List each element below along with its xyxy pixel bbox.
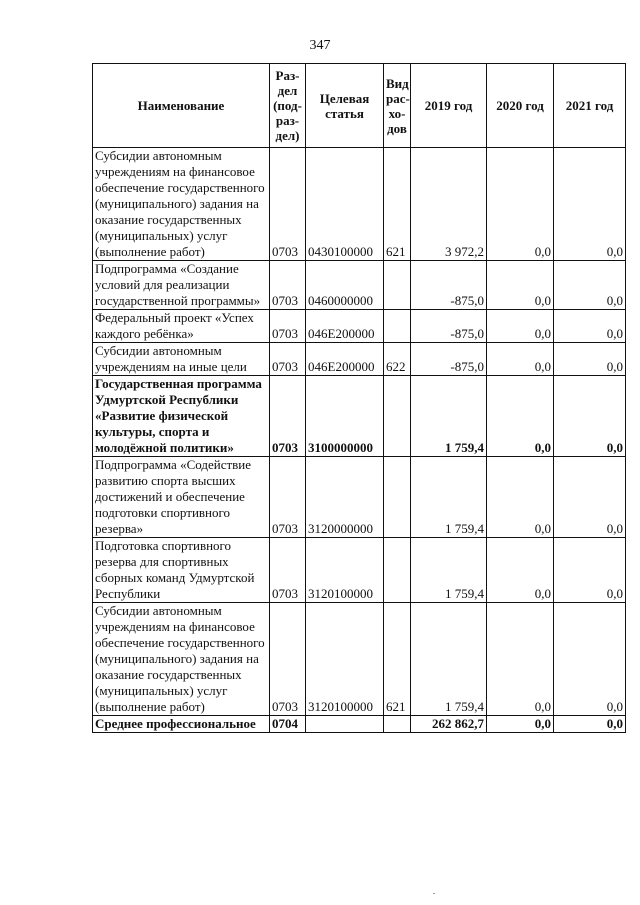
header-section: Раз-дел (под-раз-дел) [270, 64, 306, 148]
cell-kind [384, 457, 411, 538]
cell-2019: 262 862,7 [411, 716, 487, 733]
table-body [93, 148, 626, 733]
cell-section: 0703 [270, 538, 306, 603]
table-row [93, 261, 626, 310]
cell-kind: 622 [384, 343, 411, 376]
cell-2021: 0,0 [554, 603, 626, 716]
cell-article [306, 716, 384, 733]
cell-name: Среднее профессиональное [93, 716, 270, 733]
cell-2021: 0,0 [554, 376, 626, 457]
cell-2019: 3 972,2 [411, 148, 487, 261]
cell-kind: 621 [384, 148, 411, 261]
cell-article: 0460000000 [306, 261, 384, 310]
cell-kind [384, 261, 411, 310]
cell-section: 0703 [270, 343, 306, 376]
table-row [93, 538, 626, 603]
cell-name: Государственная программа Удмуртской Республики «Развитие физической культуры, спорта и молодёжной политики» [93, 376, 270, 457]
table-row [93, 457, 626, 538]
table-row [93, 148, 626, 261]
cell-2019: -875,0 [411, 310, 487, 343]
cell-article: 046E200000 [306, 310, 384, 343]
cell-section: 0703 [270, 148, 306, 261]
cell-section: 0703 [270, 603, 306, 716]
cell-2019: -875,0 [411, 261, 487, 310]
cell-2020: 0,0 [487, 538, 554, 603]
cell-2019: 1 759,4 [411, 538, 487, 603]
cell-2020: 0,0 [487, 603, 554, 716]
cell-section: 0703 [270, 376, 306, 457]
cell-name: Федеральный проект «Успех каждого ребёнка» [93, 310, 270, 343]
cell-name: Подпрограмма «Создание условий для реализации государственной программы» [93, 261, 270, 310]
cell-section: 0704 [270, 716, 306, 733]
cell-2021: 0,0 [554, 310, 626, 343]
cell-kind [384, 376, 411, 457]
header-article: Целевая статья [306, 64, 384, 148]
cell-2021: 0,0 [554, 716, 626, 733]
table-header-row [93, 64, 626, 148]
cell-article: 046E200000 [306, 343, 384, 376]
cell-2019: 1 759,4 [411, 376, 487, 457]
cell-2020: 0,0 [487, 376, 554, 457]
header-2020: 2020 год [487, 64, 554, 148]
table-row [93, 310, 626, 343]
page-number: 347 [309, 38, 331, 53]
cell-2021: 0,0 [554, 148, 626, 261]
table-row [93, 376, 626, 457]
cell-section: 0703 [270, 457, 306, 538]
cell-2021: 0,0 [554, 457, 626, 538]
cell-name: Субсидии автономным учреждениям на финансовое обеспечение государственного (муниципального) задания на оказание государственных (муниципальных) услуг (выполнение работ) [93, 603, 270, 716]
table-row [93, 603, 626, 716]
cell-2020: 0,0 [487, 343, 554, 376]
table-row [93, 343, 626, 376]
cell-article: 3120000000 [306, 457, 384, 538]
cell-2020: 0,0 [487, 716, 554, 733]
cell-2020: 0,0 [487, 148, 554, 261]
cell-kind [384, 716, 411, 733]
cell-section: 0703 [270, 261, 306, 310]
cell-article: 3120100000 [306, 538, 384, 603]
cell-kind: 621 [384, 603, 411, 716]
header-2021: 2021 год [554, 64, 626, 148]
budget-table [92, 63, 626, 733]
cell-name: Субсидии автономным учреждениям на финансовое обеспечение государственного (муниципального) задания на оказание государственных (муниципальных) услуг (выполнение работ) [93, 148, 270, 261]
cell-name: Подготовка спортивного резерва для спортивных сборных команд Удмуртской Республики [93, 538, 270, 603]
cell-article: 3120100000 [306, 603, 384, 716]
cell-2020: 0,0 [487, 261, 554, 310]
scan-mark [433, 893, 435, 894]
header-name: Наименование [93, 64, 270, 148]
cell-section: 0703 [270, 310, 306, 343]
cell-kind [384, 310, 411, 343]
cell-2020: 0,0 [487, 310, 554, 343]
cell-article: 0430100000 [306, 148, 384, 261]
cell-2019: 1 759,4 [411, 603, 487, 716]
cell-2021: 0,0 [554, 261, 626, 310]
cell-article: 3100000000 [306, 376, 384, 457]
table-row [93, 716, 626, 733]
cell-name: Подпрограмма «Содействие развитию спорта высших достижений и обеспечение подготовки спортивного резерва» [93, 457, 270, 538]
cell-2020: 0,0 [487, 457, 554, 538]
header-kind: Вид рас-хо-дов [384, 64, 411, 148]
cell-kind [384, 538, 411, 603]
cell-name: Субсидии автономным учреждениям на иные цели [93, 343, 270, 376]
cell-2021: 0,0 [554, 343, 626, 376]
header-2019: 2019 год [411, 64, 487, 148]
cell-2021: 0,0 [554, 538, 626, 603]
cell-2019: 1 759,4 [411, 457, 487, 538]
cell-2019: -875,0 [411, 343, 487, 376]
